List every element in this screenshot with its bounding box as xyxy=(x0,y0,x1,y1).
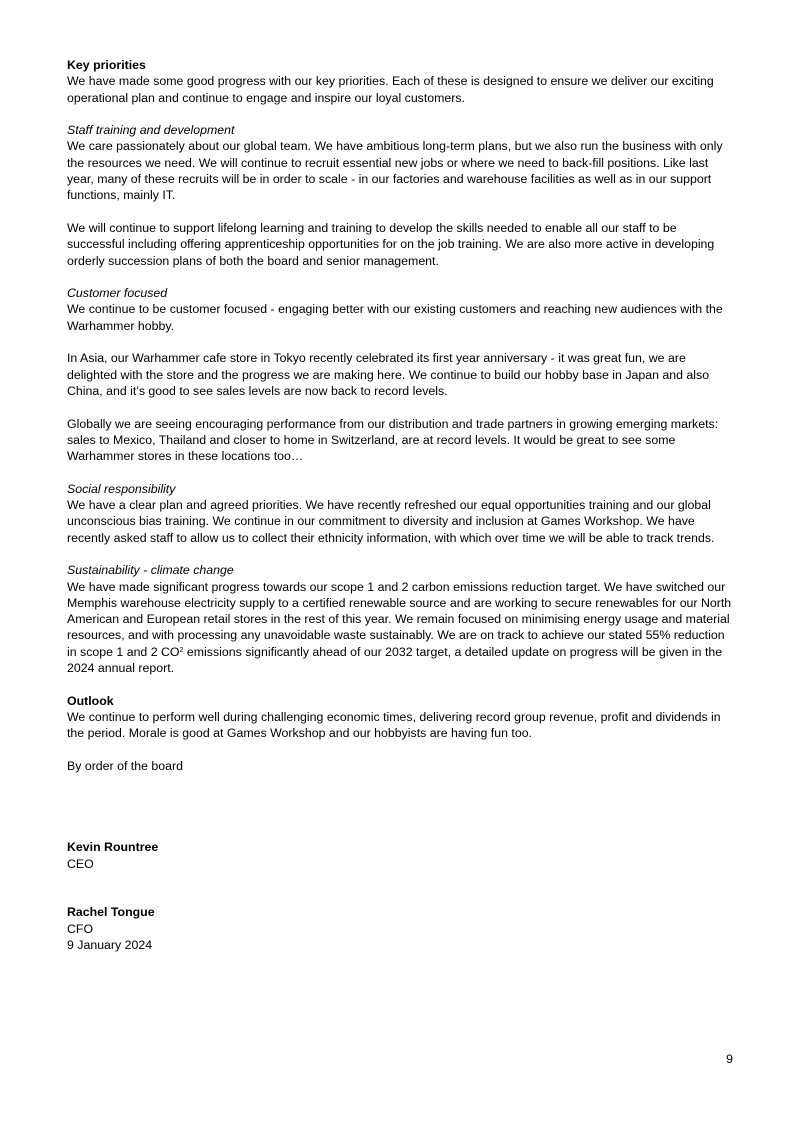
sustainability-heading: Sustainability - climate change xyxy=(67,563,234,578)
co2-superscript: 2 xyxy=(179,646,184,654)
outlook-heading: Outlook xyxy=(67,693,114,708)
document-page xyxy=(67,57,735,953)
customer-paragraph-2: In Asia, our Warhammer cafe store in Tokyo recently celebrated its first year anniversary - it was great fun, we are delighted with the store and the progress we are making here. We continue to build our hobby base in Japan and also China, and it’s good to see sales levels are now back to record levels. xyxy=(67,351,710,398)
sustainability-text-after: emissions significantly ahead of our 2032 target, a detailed update on progress will be given in the 2024 annual report. xyxy=(67,644,723,675)
staff-paragraph-2: We will continue to support lifelong learning and training to develop the skills needed to enable all our staff to be successful including offering apprenticeship opportunities for on the job training. We are also more active in developing orderly succession plans of both the board and senior management. xyxy=(67,220,715,268)
outlook-paragraph-1: We continue to perform well during challenging economic times, delivering record group revenue, profit and dividends in the period. Morale is good at Games Workshop and our hobbyists are having fun too. xyxy=(67,709,721,741)
signatory-title: CFO xyxy=(67,921,94,936)
by-order-text: By order of the board xyxy=(67,758,183,773)
staff-paragraph-1: We care passionately about our global team. We have ambitious long-term plans, but we also run the business with only the resources we need. We will continue to recruit essential new jobs or where we need to back-fill positions. Like last year, many of these recruits will be in order to scale - in our factories and warehouse facilities as well as in our support functions, mainly IT. xyxy=(67,139,723,203)
staff-heading: Staff training and development xyxy=(67,123,235,138)
sustainability-text-before: We have made significant progress towards our scope 1 and 2 carbon emissions reduction target. We have switched our Memphis warehouse electricity supply to a certified renewable source and are working to secure renewables for our North American and European retail stores in the rest of this year. We remain focused on minimising energy usage and material resources, and with processing any unavoidable waste sustainably. We are on track to achieve our stated 55% reduction in scope 1 and 2 CO xyxy=(67,579,732,659)
customer-paragraph-1: We continue to be customer focused - engaging better with our existing customers and reaching new audiences with the Warhammer hobby. xyxy=(67,302,723,333)
signatory-name: Kevin Rountree xyxy=(67,840,159,855)
signatory-title: CEO xyxy=(67,856,94,871)
social-paragraph-1: We have a clear plan and agreed priorities. We have recently refreshed our equal opportunities training and our global unconscious bias training. We continue in our commitment to diversity and inclusion at Games Workshop. We have recently asked staff to allow us to collect their ethnicity information, with which over time we will be able to track trends. xyxy=(67,498,715,545)
social-heading: Social responsibility xyxy=(67,481,176,496)
page-number: 9 xyxy=(726,1052,733,1066)
signatory-name: Rachel Tongue xyxy=(67,905,155,920)
sustainability-paragraph-1 xyxy=(67,579,735,677)
customer-heading: Customer focused xyxy=(67,286,168,301)
key-priorities-intro: We have made some good progress with our key priorities. Each of these is designed to ensure we deliver our exciting operational plan and continue to engage and inspire our loyal customers. xyxy=(67,74,714,105)
customer-paragraph-3: Globally we are seeing encouraging performance from our distribution and trade partners in growing emerging markets: sales to Mexico, Thailand and closer to home in Switzerland, are at record levels. It would be great to see some Warhammer stores in these locations too… xyxy=(67,416,719,464)
key-priorities-heading: Key priorities xyxy=(67,58,146,72)
signature-date: 9 January 2024 xyxy=(67,938,153,953)
